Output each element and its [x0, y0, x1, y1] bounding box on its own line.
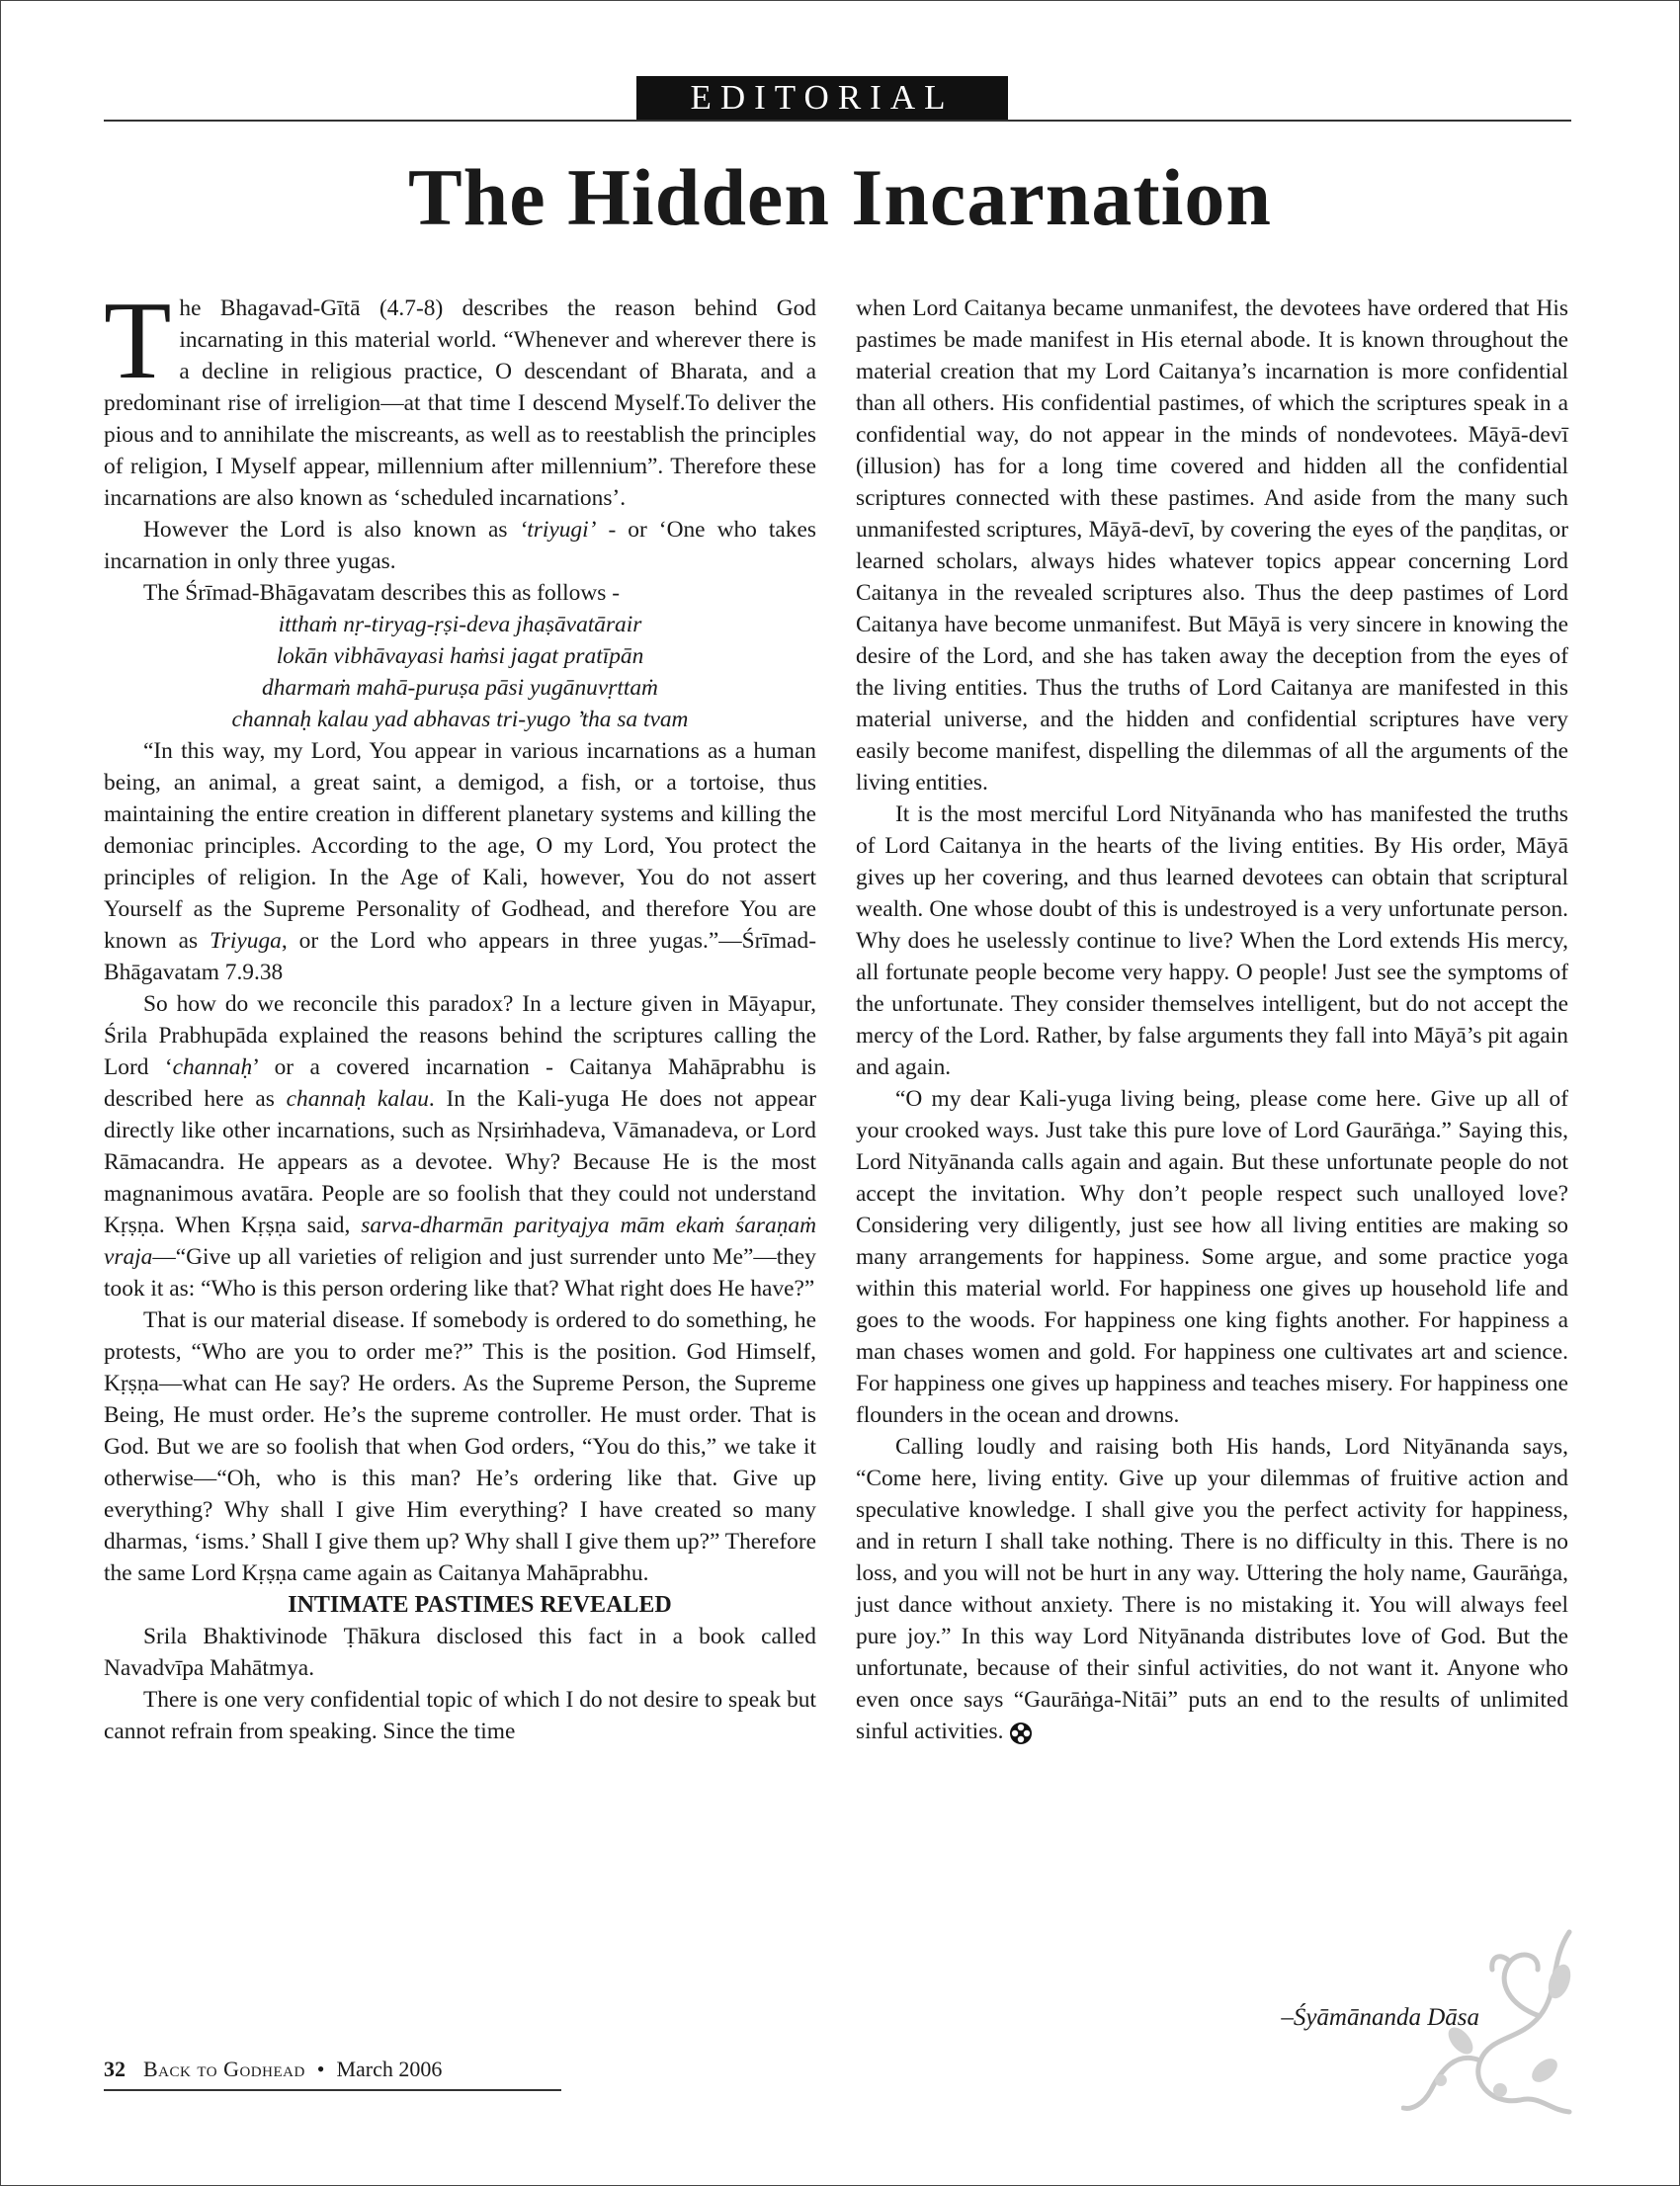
- issue-date: March 2006: [336, 2057, 443, 2081]
- author-signature: –Śyāmānanda Dāsa: [1281, 2004, 1479, 2031]
- drop-cap: T: [104, 280, 172, 402]
- verse-line: itthaṁ nṛ-tiryag-ṛṣi-deva jhaṣāvatārair: [278, 612, 642, 637]
- paragraph-text: he Bhagavad-Gītā (4.7-8) describes the reason behind God incarnating in this material world. “Whenever and wherever there is a decline in religious practice, O descendant of Bharata, and a predominant rise of irreligion—at that time I descend Myself.To deliver the pious and to annihilate the miscreants, as well as to reestablish the principles of religion, I Myself appear, millennium after millennium”. Therefore these incarnations are also known as ‘scheduled incarnations’.: [104, 295, 816, 511]
- italic-term: Triyuga: [210, 928, 282, 954]
- left-column: [104, 280, 817, 1747]
- footer-rule: [104, 2089, 561, 2091]
- paragraph: “O my dear Kali-yuga living being, please come here. Give up all of your crooked ways. Just take this pure love of Lord Gaurāṅga.” Saying this, Lord Nityānanda calls again and again. But these unfortunate people do not accept the invitation. Why don’t people respect such unalloyed love? Considering very diligently, just see how all living entities are making so many arrangements for happiness. Some argue, and some practice yoga within this material world. For happiness one gives up household life and goes to the woods. For happiness one king fights another. For happiness a man chases women and gold. For happiness one cultivates art and science. For happiness one gives up happiness and teaches misery. For happiness one flounders in the ocean and drowns.: [856, 1086, 1568, 1428]
- page-footer: [104, 2057, 442, 2082]
- verse-line: channaḥ kalau yad abhavas tri-yugo ’tha sa tvam: [231, 707, 689, 732]
- italic-term: ‘triyugi’: [519, 517, 597, 543]
- subheading: INTIMATE PASTIMES REVEALED: [288, 1592, 672, 1618]
- paragraph-text: Calling loudly and raising both His hands, Lord Nityānanda says, “Come here, living entity. Give up your dilemmas of fruitive action and speculative knowledge. I shall give you the perfect activity for happiness, and in return I shall take nothing. There is no difficulty in this. There is no loss, and you will not be hurt in any way. Uttering the holy name, Gaurāṅga, just dance without anxiety. There is no mistaking it. You will always feel pure joy.” In this way Lord Nityānanda distributes love of God. But the unfortunate, because of their sinful activities, do not want it. Anyone who even once says “Gaurāṅga-Nitāi” puts an end to the results of unlimited sinful activities.: [856, 1434, 1568, 1744]
- paragraph: The Śrīmad-Bhāgavatam describes this as follows -: [143, 580, 620, 606]
- paragraph: [104, 735, 816, 988]
- paragraph: It is the most merciful Lord Nityānanda who has manifested the truths of Lord Caitanya in the hearts of the living entities. By His order, Māyā gives up her covering, and thus learned devotees can obtain that scriptural wealth. One whose doubt of this is undestroyed is a very unfortunate person. Why does he uselessly continue to live? When the Lord extends His mercy, all fortunate people become very happy. O people! Just see the symptoms of the unfortunate. They consider themselves intelligent, but do not accept the mercy of the Lord. Rather, by false arguments they fall into Māyā’s pit again and again.: [856, 801, 1568, 1080]
- floral-ornament-icon: [1401, 1922, 1579, 2120]
- paragraph-text: So how do we reconcile this paradox? In a lecture given in Māyapur, Śrila Prabhupāda explained the reasons behind the scriptures calling the Lord ‘: [104, 991, 816, 1080]
- verse-line: lokān vibhāvayasi haṁsi jagat pratīpān: [276, 643, 644, 669]
- italic-term: channaḥ: [172, 1054, 253, 1080]
- paragraph: There is one very confidential topic of which I do not desire to speak but cannot refrain from speaking. Since the time: [104, 1687, 816, 1744]
- paragraph: when Lord Caitanya became unmanifest, the devotees have ordered that His pastimes be made manifest in His eternal abode. It is known throughout the material creation that my Lord Caitanya’s incarnation is more confidential than all others. His confidential pastimes, of which the scriptures speak in a confidential way, do not appear in the minds of nondevotees. Māyā-devī (illusion) has for a long time covered and hidden all the confidential scriptures connected with these pastimes. And aside from the many such unmanifested scriptures, Māyā-devī, by covering the eyes of the paṇḍitas, or learned scholars, always hides whatever topics appear concerning Lord Caitanya in the revealed scriptures also. Thus the deep pastimes of Lord Caitanya have become unmanifest. But Māyā is very sincere in knowing the desire of the Lord, and she has taken away the deception from the eyes of the living entities. Thus the truths of Lord Caitanya are manifested in this material universe, and the hidden and confidential scriptures have very easily become manifest, dispelling the dilemmas of all the arguments of the living entities.: [856, 295, 1568, 796]
- footer-bullet: •: [316, 2057, 325, 2081]
- italic-term: sarva-dharmān parityajya mām ekaṁ śaraṇaṁ vraja: [104, 1213, 816, 1270]
- paragraph-text: ’ or a covered incarnation - Caitanya Mahāprabhu is described here as: [104, 1054, 816, 1112]
- paragraph-text: - or ‘One who takes incarnation in only three yugas.: [104, 517, 816, 574]
- paragraph: [856, 1431, 1568, 1747]
- paragraph: [104, 988, 816, 1304]
- paragraph: That is our material disease. If somebody is ordered to do something, he protests, “Who are you to order me?” This is the position. God Himself, Kṛṣṇa—what can He say? He orders. As the Supreme Person, the Supreme Being, He must order. He’s the supreme controller. He must order. That is God. But we are so foolish that when God orders, “You do this,” we take it otherwise—“Oh, who is this man? He’s ordering like that. Give up everything? Why shall I give Him everything? I have created so many dharmas, ‘isms.’ Shall I give them up? Why shall I give them up?” Therefore the same Lord Kṛṣṇa came again as Caitanya Mahāprabhu.: [104, 1307, 816, 1586]
- italic-term: channaḥ kalau: [286, 1086, 429, 1112]
- paragraph: [104, 280, 816, 514]
- header-rule: [104, 120, 1571, 122]
- right-column: [856, 293, 1568, 1747]
- paragraph-text: “In this way, my Lord, You appear in various incarnations as a human being, an animal, a great saint, a demigod, a fish, or a tortoise, thus maintaining the entire creation in different planetary systems and killing the demoniac principles. According to the age, O my Lord, You protect the principles of religion. In the Age of Kali, however, You do not assert Yourself as the Supreme Personality of Godhead, and therefore You are known as: [104, 738, 816, 954]
- section-label: EDITORIAL: [636, 76, 1008, 120]
- paragraph-text: . In the Kali-yuga He does not appear directly like other incarnations, such as Nṛsiṁhadeva, Vāmanadeva, or Lord Rāmacandra. He appears as a devotee. Why? Because He is the most magnanimous avatāra. People are so foolish that they could not understand Kṛṣṇa. When Kṛṣṇa said,: [104, 1086, 816, 1238]
- paragraph-text: —“Give up all varieties of religion and just surrender unto Me”—they took it as: “Who is this person ordering like that? What right does He have?”: [104, 1244, 816, 1302]
- paragraph: Srila Bhaktivinode Ṭhākura disclosed this fact in a book called Navadvīpa Mahātmya.: [104, 1624, 816, 1681]
- flower-end-mark-icon: [1009, 1722, 1033, 1745]
- page-number: 32: [104, 2057, 126, 2081]
- magazine-name: Back to Godhead: [143, 2057, 305, 2081]
- paragraph-text: , or the Lord who appears in three yugas.”—Śrīmad-Bhāgavatam 7.9.38: [104, 928, 817, 985]
- article-title: The Hidden Incarnation: [407, 152, 1273, 242]
- sanskrit-verse: [104, 609, 816, 735]
- paragraph-text: However the Lord is also known as: [143, 517, 520, 543]
- verse-line: dharmaṁ mahā-puruṣa pāsi yugānuvṛttaṁ: [262, 675, 658, 701]
- paragraph: [104, 514, 816, 577]
